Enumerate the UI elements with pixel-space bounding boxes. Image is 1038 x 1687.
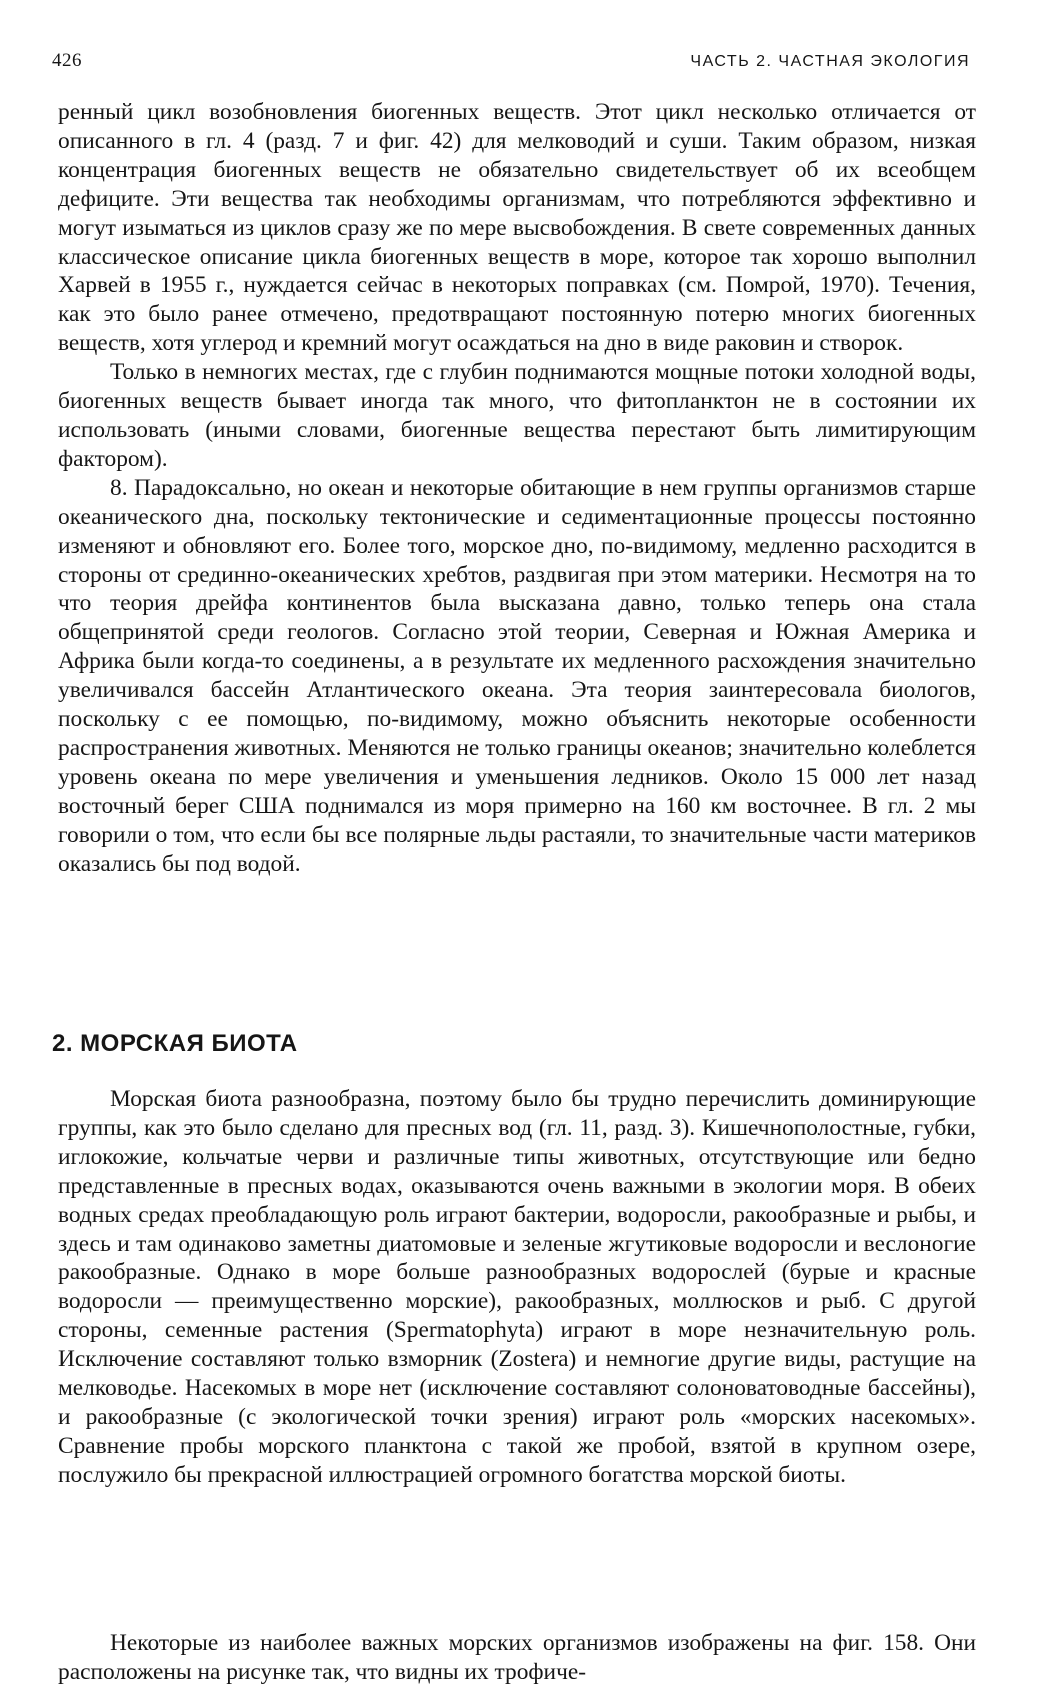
section-heading: 2. МОРСКАЯ БИОТА xyxy=(52,1030,298,1057)
text-block-before-heading xyxy=(58,98,976,878)
running-title: ЧАСТЬ 2. ЧАСТНАЯ ЭКОЛОГИЯ xyxy=(690,53,970,70)
paragraph: Некоторые из наиболее важных морских организмов изображены на фиг. 158. Они расположены на рисунке так, что видны их трофиче- xyxy=(58,1630,976,1685)
paragraph: ренный цикл возобновления биогенных веществ. Этот цикл несколько отличается от описанного в гл. 4 (разд. 7 и фиг. 42) для мелководий и суши. Таким образом, низкая концентрация биогенных веществ не обязательно свидетельствует об их всеобщем дефиците. Эти вещества так необходимы организмам, что потребляются эффективно и могут изыматься из циклов сразу же по мере высвобождения. В свете современных данных классическое описание цикла биогенных веществ в море, которое так хорошо выполнил Харвей в 1955 г., нуждается сейчас в некоторых поправках (см. Помрой, 1970). Течения, как это было ранее отмечено, предотвращают постоянную потерю многих биогенных веществ, хотя углерод и кремний могут осаждаться на дно в виде раковин и створок. xyxy=(58,99,976,357)
text-block-after-heading xyxy=(58,1085,976,1490)
paragraph: Морская биота разнообразна, поэтому было бы трудно перечислить доминирующие группы, как это было сделано для пресных вод (гл. 11, разд. 3). Кишечнополостные, губки, иглокожие, кольчатые черви и различные типы животных, отсутствующие или бедно представленные в пресных водах, оказываются очень важными в экологии моря. В обеих водных средах преобладающую роль играют бактерии, водоросли, ракообразные и рыбы, и здесь и там одинаково заметны диатомовые и зеленые жгутиковые водоросли и веслоногие ракообразные. Однако в море больше разнообразных водорослей (бурые и красные водоросли — преимущественно морские), ракообразных, моллюсков и рыб. С другой стороны, семенные растения (Spermatophyta) играют в море незначительную роль. Исключение составляют только взморник (Zostera) и немногие другие виды, растущие на мелководье. Насекомых в море нет (исключение составляют солоноватоводные бассейны), и ракообразные (с экологической точки зрения) играют роль «морских насекомых». Сравнение пробы морского планктона с такой же пробой, взятой в крупном озере, послужило бы прекрасной иллюстрацией огромного богатства морской биоты. xyxy=(58,1086,976,1488)
paragraph: 8. Парадоксально, но океан и некоторые обитающие в нем группы организмов старше океанического дна, поскольку тектонические и седиментационные процессы постоянно изменяют и обновляют его. Более того, морское дно, по-видимому, медленно расходится в стороны от срединно-океанических хребтов, раздвигая при этом материки. Несмотря на то что теория дрейфа континентов была высказана давно, только теперь она стала общепринятой среди геологов. Согласно этой теории, Северная и Южная Америка и Африка были когда-то соединены, а в результате их медленного расхождения значительно увеличивался бассейн Атлантического океана. Эта теория заинтересовала биологов, поскольку с ее помощью, по-видимому, можно объяснить некоторые особенности распространения животных. Меняются не только границы океанов; значительно колеблется уровень океана по мере увеличения и уменьшения ледников. Около 15 000 лет назад восточный берег США поднимался из моря примерно на 160 км восточнее. В гл. 2 мы говорили о том, что если бы все полярные льды растаяли, то значительные части материков оказались бы под водой. xyxy=(58,474,976,877)
running-head xyxy=(52,50,970,72)
paragraph: Только в немногих местах, где с глубин поднимаются мощные потоки холодной воды, биогенных веществ бывает иногда так много, что фитопланктон не в состоянии их использовать (иными словами, биогенные вещества перестают быть лимитирующим фактором). xyxy=(58,359,976,472)
page-number: 426 xyxy=(52,50,82,71)
text-block-final xyxy=(58,1629,976,1687)
